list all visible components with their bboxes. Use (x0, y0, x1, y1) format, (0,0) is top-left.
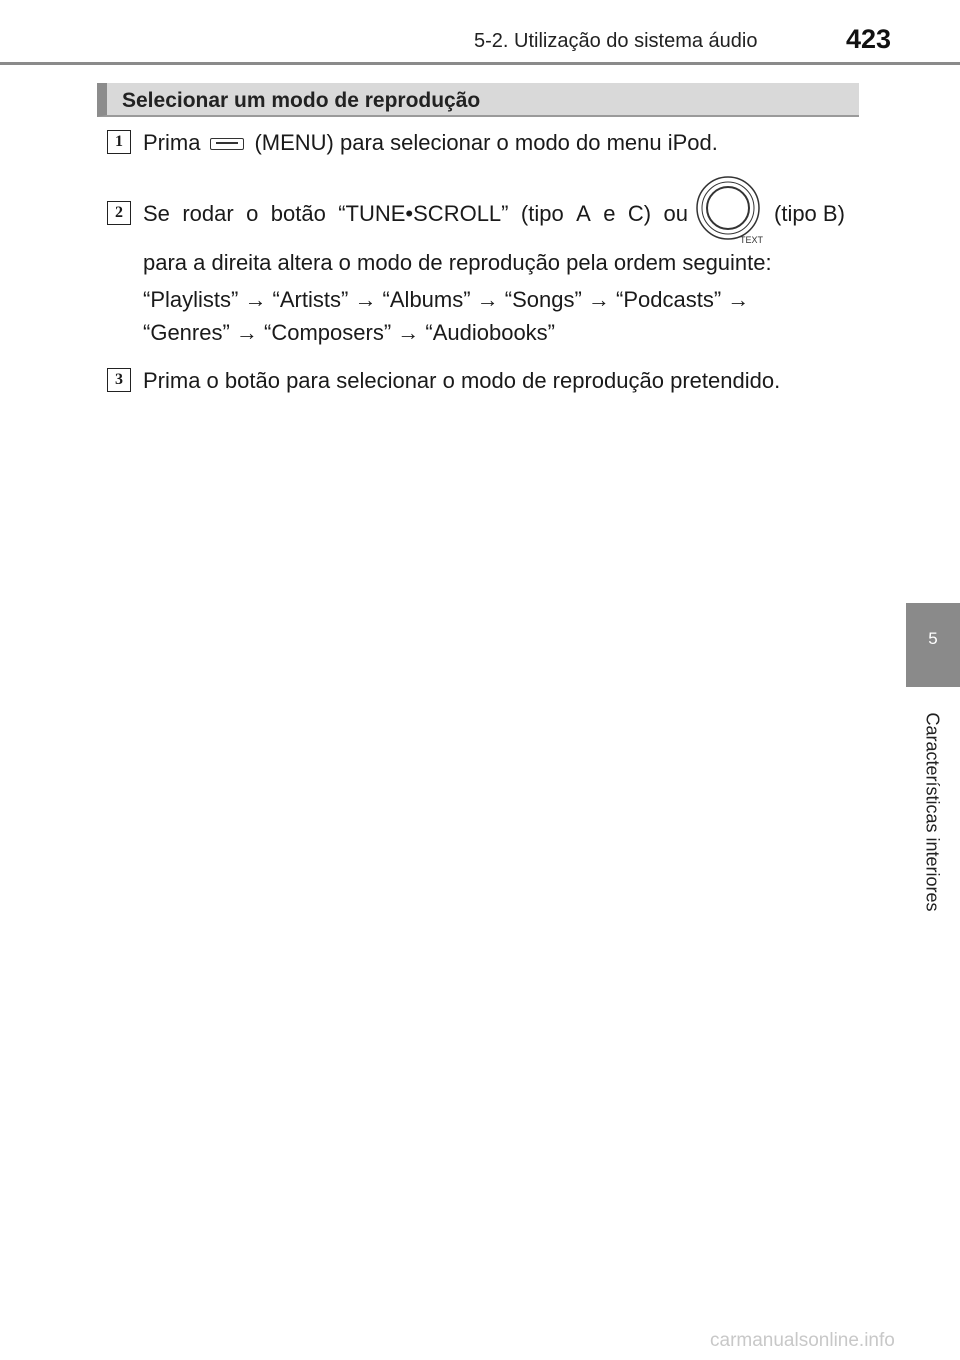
step-number-3: 3 (107, 368, 131, 392)
step-2-sequence-line-2: “Genres” → “Composers” → “Audiobooks” (143, 320, 556, 345)
step-1-text-before: Prima (143, 130, 201, 155)
step-2-word: C) (627, 201, 652, 226)
step-2-sequence-line-1: “Playlists” → “Artists” → “Albums” → “Songs” → “Podcasts” → (143, 287, 750, 312)
chapter-tab-number: 5 (928, 629, 938, 648)
step-1-text-after: (MENU) para selecionar o modo do menu iPod. (254, 130, 718, 155)
step-2-line-1 (143, 201, 688, 227)
step-number-2: 2 (107, 201, 131, 225)
section-heading-bar (97, 83, 859, 117)
step-2-word: “TUNE•SCROLL” (338, 201, 509, 226)
tune-scroll-knob-icon (694, 176, 766, 246)
step-2-word: botão (270, 201, 326, 226)
step-2-word: rodar (182, 201, 234, 226)
chapter-side-tab (906, 603, 960, 687)
step-2-word: o (246, 201, 259, 226)
step-2-line-1-end: (tipo B) (774, 201, 845, 226)
header-rule (0, 62, 960, 65)
step-1-text (143, 130, 718, 156)
step-2-word: e (603, 201, 616, 226)
step-2-line-2: para a direita altera o modo de reprodução pela ordem seguinte: (143, 250, 772, 275)
step-2-word: A (576, 201, 591, 226)
knob-label: TEXT (740, 235, 764, 245)
chapter-side-caption: Características interiores (922, 712, 943, 912)
step-3-text: Prima o botão para selecionar o modo de reprodução pretendido. (143, 368, 781, 393)
menu-button-icon (210, 138, 244, 150)
watermark: carmanualsonline.info (710, 1330, 895, 1351)
step-2-word: ou (663, 201, 688, 226)
page-number: 423 (846, 24, 892, 54)
chapter-title: 5-2. Utilização do sistema áudio (474, 30, 758, 52)
section-title: Selecionar um modo de reprodução (122, 89, 481, 112)
step-number-1: 1 (107, 130, 131, 154)
step-2-word: Se (143, 201, 170, 226)
step-2-word: (tipo (520, 201, 564, 226)
